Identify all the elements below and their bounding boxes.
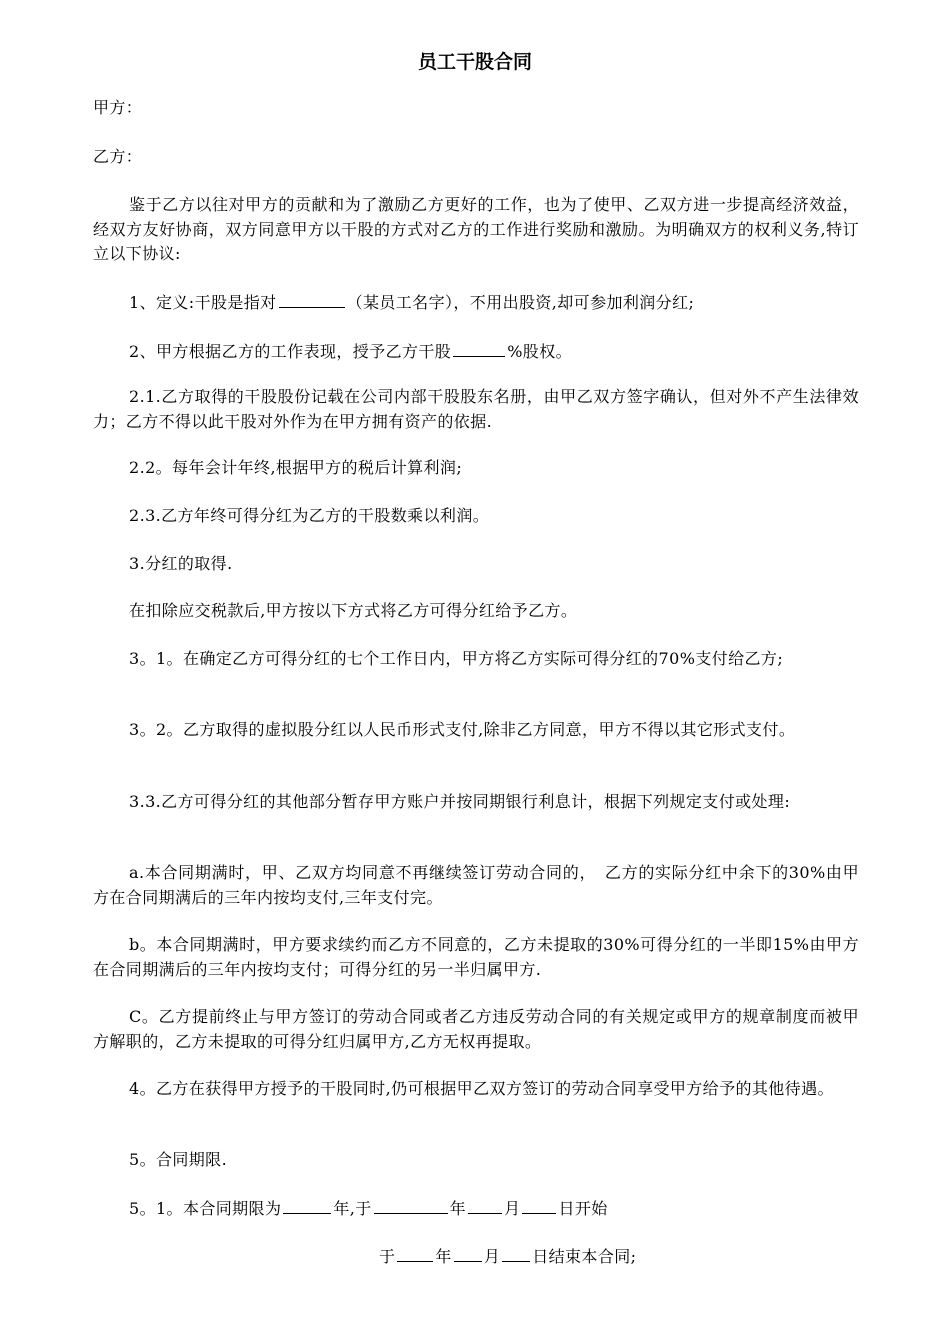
clause-1-text-before: 1、定义:干股是指对 [129, 293, 277, 312]
end-month-blank [454, 1244, 482, 1262]
clause-2-text-before: 2、甲方根据乙方的工作表现，授予乙方干股 [129, 342, 452, 361]
clause-5-1-text-a: 5。1。本合同期限为 [129, 1199, 282, 1218]
clause-4: 4。乙方在获得甲方授予的干股同时,仍可根据甲乙双方签订的劳动合同享受甲方给予的其他待遇。 [129, 1079, 834, 1098]
clause-a: a.本合同期满时，甲、乙双方均同意不再继续签订劳动合同的， 乙方的实际分红中余下的30%由甲方在合同期满后的三年内按均支付,三年支付完。 [93, 863, 859, 907]
end-text-c: 月 [483, 1247, 501, 1266]
clause-2-3: 2.3.乙方年终可得分红为乙方的干股数乘以利润。 [129, 506, 490, 525]
end-text-a: 于 [379, 1247, 396, 1266]
party-b-label: 乙方： [93, 147, 143, 166]
start-day-blank [522, 1196, 556, 1214]
start-year-blank [374, 1196, 448, 1214]
employee-name-blank [279, 290, 345, 308]
share-percent-blank [453, 339, 505, 357]
clause-2-text-after: %股权。 [507, 342, 572, 361]
document-title: 员工干股合同 [417, 51, 532, 73]
end-text-b: 年 [435, 1247, 452, 1266]
end-day-blank [502, 1244, 530, 1262]
end-text-d: 日结束本合同; [532, 1247, 637, 1266]
clause-1-text-after: （某员工名字），不用出股资,却可参加利润分红; [346, 293, 695, 312]
preamble-paragraph: 鉴于乙方以往对甲方的贡献和为了激励乙方更好的工作，也为了使甲、乙双方进一步提高经济效益，经双方友好协商，双方同意甲方以干股的方式对乙方的工作进行奖励和激励。为明确双方的权利义务,特订立以下协议: [93, 195, 859, 263]
clause-3-2: 3。2。乙方取得的虚拟股分红以人民币形式支付,除非乙方同意，甲方不得以其它形式支付。 [129, 720, 796, 739]
clause-5-1-text-c: 年 [449, 1199, 467, 1218]
clause-5-1-text-b: 年,于 [333, 1199, 372, 1218]
clause-5-1-text-d: 月 [504, 1199, 521, 1218]
clause-3-heading: 3.分红的取得. [129, 554, 233, 573]
clause-2-1: 2.1.乙方取得的干股股份记载在公司内部干股股东名册，由甲乙双方签字确认，但对外不产生法律效力；乙方不得以此干股对外作为在甲方拥有资产的依据. [93, 387, 859, 431]
start-month-blank [468, 1196, 502, 1214]
clause-2 [93, 339, 859, 365]
clause-b: b。本合同期满时，甲方要求续约而乙方不同意的，乙方未提取的30%可得分红的一半即15%由甲方在合同期满后的三年内按均支付；可得分红的另一半归属甲方. [93, 935, 859, 979]
clause-3-intro: 在扣除应交税款后,甲方按以下方式将乙方可得分红给予乙方。 [129, 601, 578, 620]
clause-5-1-end-line [379, 1244, 636, 1270]
party-a-label: 甲方： [93, 98, 143, 117]
clause-3-3: 3.3.乙方可得分红的其他部分暂存甲方账户并按同期银行利息计，根据下列规定支付或处理: [129, 792, 791, 811]
end-year-blank [397, 1244, 433, 1262]
clause-1 [93, 290, 859, 316]
clause-3-1: 3。1。在确定乙方可得分红的七个工作日内，甲方将乙方实际可得分红的70%支付给乙方; [129, 649, 784, 668]
clause-c: C。乙方提前终止与甲方签订的劳动合同或者乙方违反劳动合同的有关规定或甲方的规章制度而被甲方解职的，乙方未提取的可得分红归属甲方,乙方无权再提取。 [93, 1007, 859, 1051]
clause-2-2: 2.2。每年会计年终,根据甲方的税后计算利润; [129, 458, 463, 477]
clause-5-heading: 5。合同期限. [129, 1150, 228, 1169]
term-years-blank [283, 1196, 331, 1214]
clause-5-1-text-e: 日开始 [558, 1199, 608, 1218]
clause-5-1 [93, 1196, 859, 1222]
